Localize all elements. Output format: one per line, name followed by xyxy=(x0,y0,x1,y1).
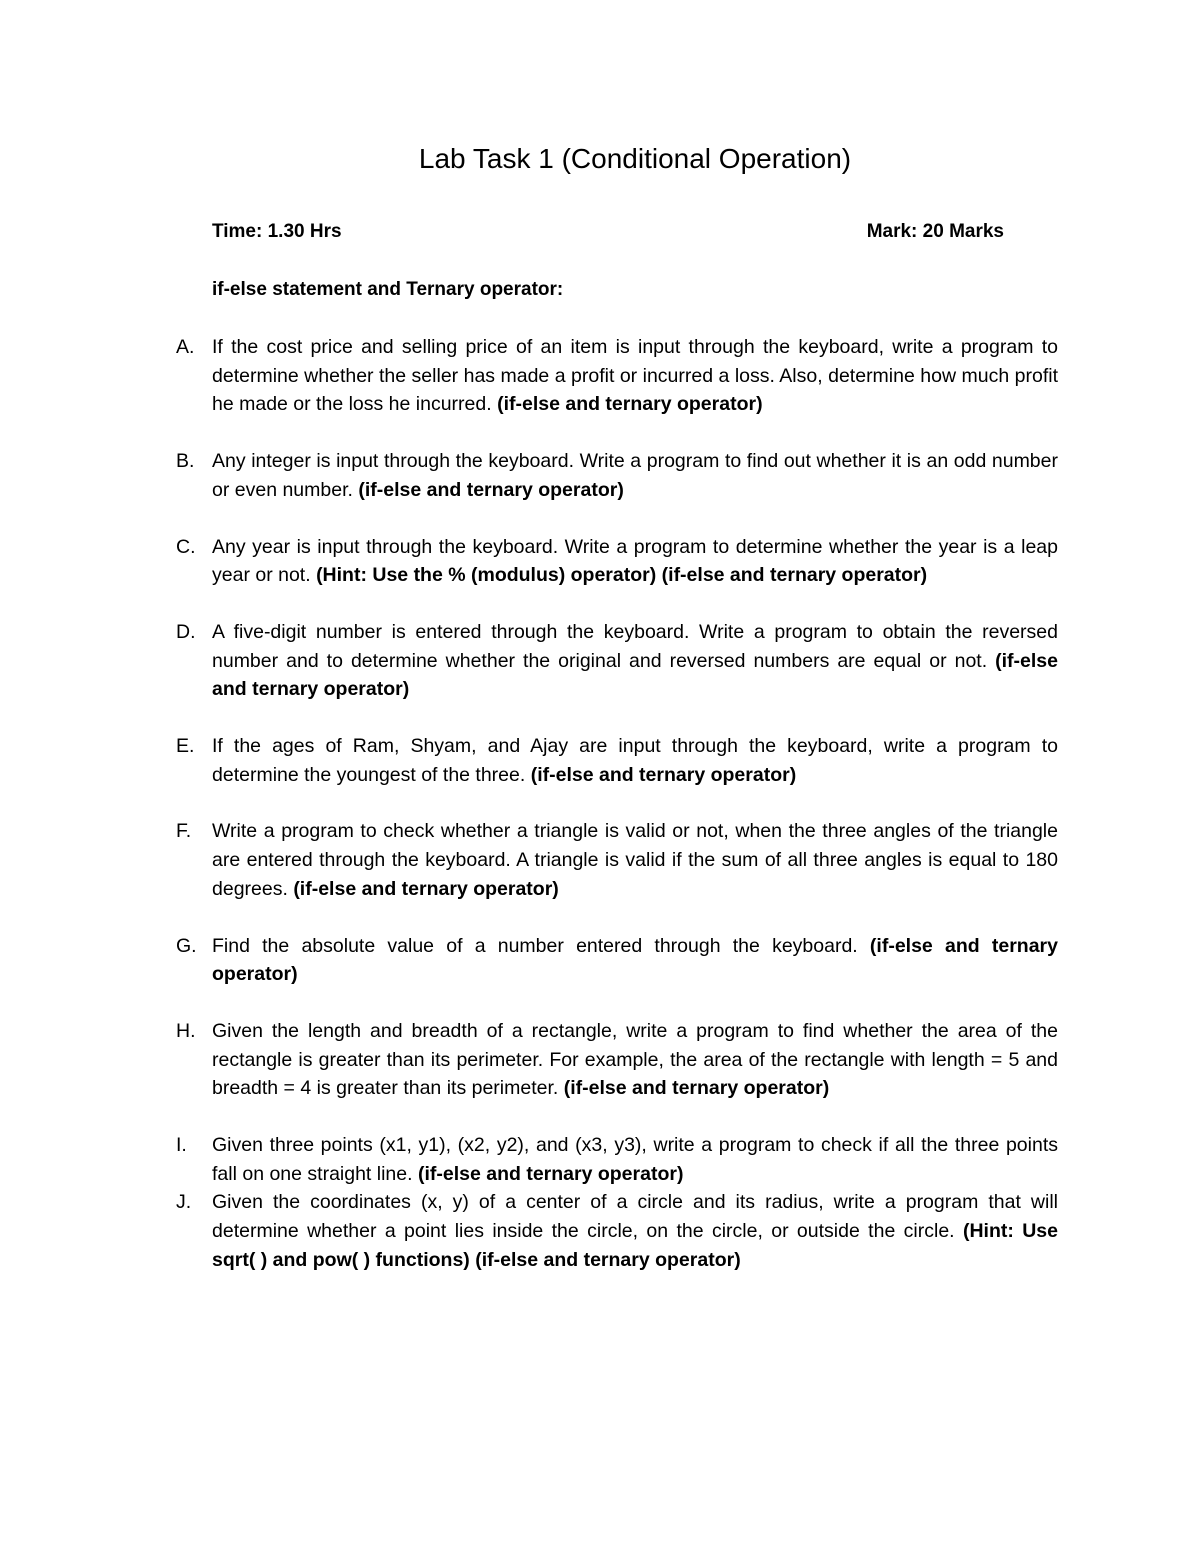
task-text: Any year is input through the keyboard. Write a program to determine whether the year is a leap year or not. xyxy=(212,535,1058,587)
task-note: (if-else and ternary operator) xyxy=(212,649,1058,701)
task-item xyxy=(172,1017,1058,1103)
task-note: (if-else and ternary operator) xyxy=(212,934,1058,986)
task-note: (if-else and ternary operator) xyxy=(661,564,928,587)
task-hint: (Hint: Use sqrt( ) and pow( ) functions) xyxy=(212,1220,1058,1271)
section-heading: if-else statement and Ternary operator: xyxy=(212,279,564,300)
task-text: Find the absolute value of a number entered through the keyboard. xyxy=(212,934,870,957)
task-item xyxy=(172,817,1058,903)
task-item xyxy=(172,618,1058,704)
task-letter: I. xyxy=(176,1134,187,1157)
task-item xyxy=(172,333,1058,419)
page-title: Lab Task 1 (Conditional Operation) xyxy=(418,143,852,174)
task-letter: E. xyxy=(176,735,195,758)
task-letter: D. xyxy=(176,620,196,643)
task-text: Any integer is input through the keyboard. Write a program to find out whether it is an odd number or even number. xyxy=(212,450,1058,501)
task-letter: F. xyxy=(176,820,192,843)
task-letter: J. xyxy=(176,1191,192,1214)
task-letter: H. xyxy=(176,1019,196,1042)
task-hint: (Hint: Use the % (modulus) operator) xyxy=(316,564,662,587)
task-item xyxy=(172,533,1058,590)
task-note: (if-else and ternary operator) xyxy=(475,1248,741,1271)
task-text: Given the length and breadth of a rectangle, write a program to find whether the area of the rectangle is greater than its perimeter. For example, the area of the rectangle with length = 5 and breadth = 4 is greater than its perimeter. xyxy=(212,1019,1058,1100)
task-note: (if-else and ternary operator) xyxy=(530,763,797,786)
task-letter: A. xyxy=(176,336,195,358)
task-list xyxy=(172,333,1058,1275)
task-item xyxy=(172,1131,1058,1188)
task-item xyxy=(172,447,1058,504)
mark-label: Mark: 20 Marks xyxy=(866,221,1004,242)
task-text: Write a program to check whether a triangle is valid or not, when the three angles of the triangle are entered through the keyboard. A triangle is valid if the sum of all three angles is equal to 180 degrees. xyxy=(212,820,1058,900)
task-text: If the cost price and selling price of an item is input through the keyboard, write a program to determine whether the seller has made a profit or incurred a loss. Also, determine how much profit he made or the loss he incurred. xyxy=(212,336,1058,416)
task-note: (if-else and ternary operator) xyxy=(417,1162,684,1185)
task-note: (if-else and ternary operator) xyxy=(358,478,624,501)
time-label: Time: 1.30 Hrs xyxy=(212,221,342,242)
task-text: Given the coordinates (x, y) of a center of a circle and its radius, write a program that will determine whether a point lies inside the circle, on the circle, or outside the circle. xyxy=(212,1191,1058,1243)
task-note: (if-else and ternary operator) xyxy=(497,393,763,416)
task-text: If the ages of Ram, Shyam, and Ajay are input through the keyboard, write a program to determine the youngest of the three. xyxy=(212,735,1058,786)
task-letter: B. xyxy=(176,450,195,473)
task-item xyxy=(172,932,1058,989)
task-note: (if-else and ternary operator) xyxy=(563,1077,830,1100)
task-item xyxy=(172,732,1058,789)
task-letter: G. xyxy=(176,934,197,957)
task-text: A five-digit number is entered through the keyboard. Write a program to obtain the reversed number and to determine whether the original and reversed numbers are equal or not. xyxy=(212,620,1058,672)
task-text: Given three points (x1, y1), (x2, y2), and (x3, y3), write a program to check if all the three points fall on one straight line. xyxy=(212,1134,1058,1185)
task-note: (if-else and ternary operator) xyxy=(293,877,559,900)
exam-meta xyxy=(212,219,1004,245)
task-item xyxy=(172,1188,1058,1274)
task-letter: C. xyxy=(176,535,196,558)
